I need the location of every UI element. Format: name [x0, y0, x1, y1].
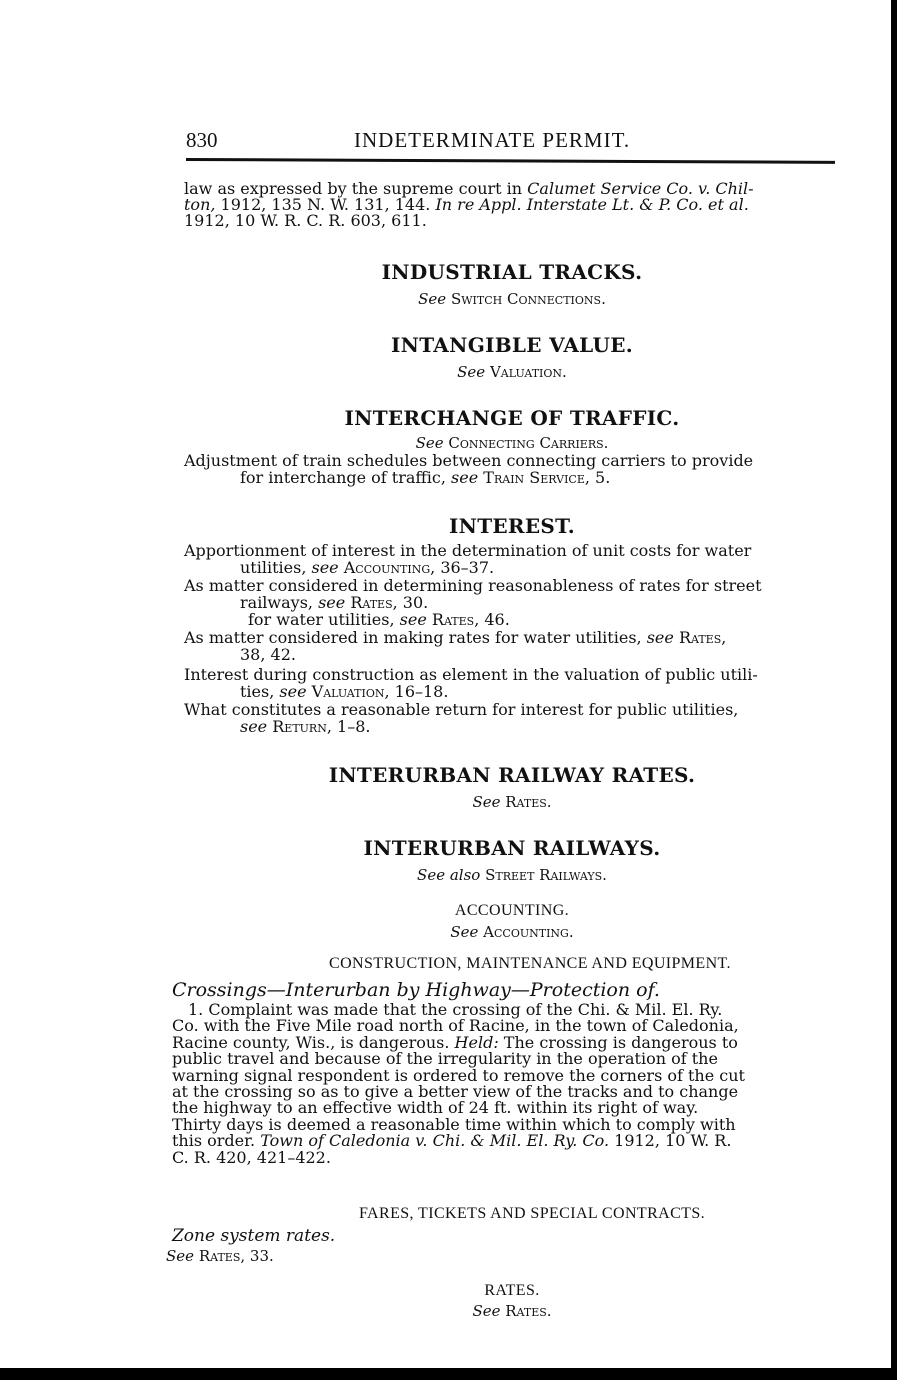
subhead-crossings: Crossings—Interurban by Highway—Protection of.	[172, 979, 660, 1001]
section-title-interest: INTEREST.	[448, 514, 576, 538]
subhead-rates: RATES.	[484, 1282, 540, 1299]
running-title: INDETERMINATE PERMIT.	[354, 128, 631, 152]
see-reference-rates: See Rates.	[472, 1302, 552, 1320]
see-reference-interurban-railways: See also Street Railways.	[417, 866, 607, 884]
subhead-zone-system: Zone system rates.	[172, 1226, 336, 1246]
subhead-accounting: ACCOUNTING.	[454, 902, 570, 919]
interest-entry: What constitutes a reasonable return for interest for public utilities,	[184, 700, 739, 719]
interest-entry: As matter considered in determining reasonableness of rates for street	[184, 576, 762, 595]
page-number: 830	[186, 128, 218, 152]
subhead-construction: CONSTRUCTION, MAINTENANCE AND EQUIPMENT.	[329, 955, 731, 972]
interest-entries: Apportionment of interest in the determination of unit costs for water utilities, see Accounting, 36–37. As matter considered in determining reasonableness of rates for street railways, see Rates, 30. for water utilities, see Rates, 46. As matter considered in making rates for water utilities, see Rates, 38, 42. Interest during construction as element in the valuation of public utili- ties, see Valuation, 16–18. What constitutes a reasonable return for interest for public utilities, see Return, 1–8.	[184, 542, 840, 735]
see-reference-interurban-rates: See Rates.	[472, 793, 552, 811]
page-header	[186, 126, 833, 156]
scan-edge-right	[891, 0, 897, 1380]
section-title-interchange-of-traffic: INTERCHANGE OF TRAFFIC.	[344, 406, 680, 430]
crossing-paragraph: 1. Complaint was made that the crossing of the Chi. & Mil. El. Ry. Co. with the Five Mile road north of Racine, in the town of Caledonia, Racine county, Wis., is dangerous. Held: The crossing is dangerous to public travel and because of the irregularity in the operation of the warning signal respondent is ordered to remove the corners of the cut at the crossing so as to give a better view of the tracks and to change the highway to an effective width of 24 ft. within its right of way. Thirty days is deemed a reasonable time within which to comply with this order. Town of Caledonia v. Chi. & Mil. El. Ry. Co. 1912, 10 W. R. C. R. 420, 421–422.	[172, 1000, 745, 1167]
header-rule	[186, 158, 835, 164]
see-reference-intangible: See Valuation.	[457, 363, 567, 381]
interest-entry: Apportionment of interest in the determination of unit costs for water	[184, 541, 752, 560]
interchange-entry: Adjustment of train schedules between connecting carriers to provide for interchange of traffic, see Train Service, 5.	[184, 451, 754, 487]
intro-paragraph: law as expressed by the supreme court in Calumet Service Co. v. Chil- ton, 1912, 135 N. W. 131, 144. In re Appl. Interstate Lt. & P. Co. et al. 1912, 10 W. R. C. R. 603, 611.	[184, 179, 754, 230]
scan-edge-bottom	[0, 1368, 897, 1380]
section-title-interurban-railway-rates: INTERURBAN RAILWAY RATES.	[328, 763, 696, 787]
section-title-intangible-value: INTANGIBLE VALUE.	[390, 333, 634, 357]
see-reference-interchange: See Connecting Carriers.	[415, 434, 609, 452]
see-reference-accounting: See Accounting.	[450, 923, 574, 941]
interest-entry: Interest during construction as element in the valuation of public utili-	[184, 665, 758, 684]
subhead-fares: FARES, TICKETS AND SPECIAL CONTRACTS.	[358, 1205, 706, 1222]
section-title-interurban-railways: INTERURBAN RAILWAYS.	[363, 836, 661, 860]
zone-see-reference: See Rates, 33.	[166, 1247, 274, 1265]
section-title-industrial-tracks: INDUSTRIAL TRACKS.	[381, 260, 643, 284]
see-reference-industrial: See Switch Connections.	[418, 290, 606, 308]
